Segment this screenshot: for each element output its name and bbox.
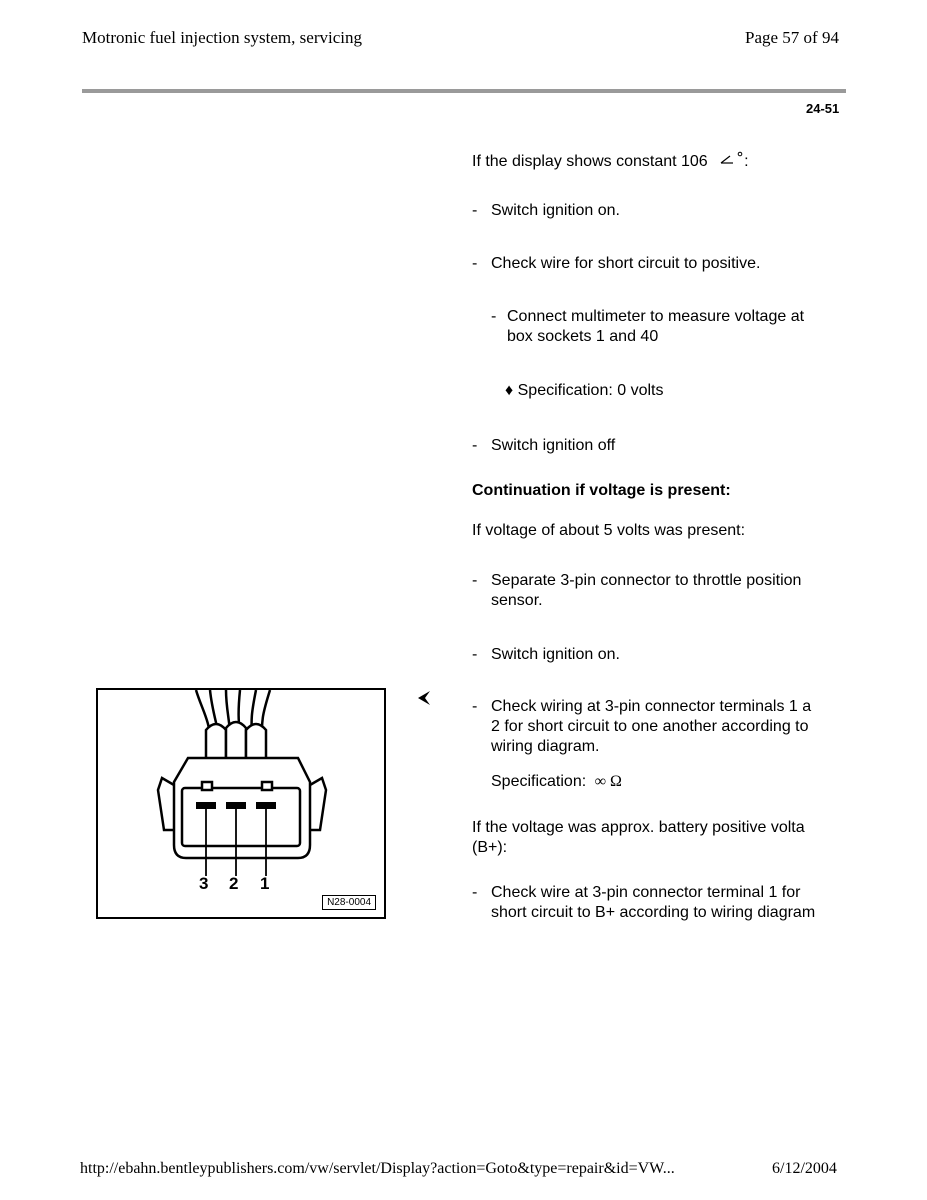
step-text-3: wiring diagram.	[491, 738, 600, 755]
substep-text-2: box sockets 1 and 40	[507, 328, 659, 345]
header-rule	[82, 89, 846, 93]
intro-line	[472, 151, 846, 172]
diamond-bullet-icon: ♦	[505, 382, 514, 399]
step-separate-connector: - Separate 3-pin connector to throttle position sensor.	[472, 572, 802, 609]
step-text-1: Check wire at 3-pin connector terminal 1 for	[491, 884, 801, 901]
footer-date: 6/12/2004	[772, 1160, 837, 1177]
step-text: Switch ignition on.	[491, 202, 620, 219]
step-text: Check wire for short circuit to positive.	[491, 255, 761, 272]
step-text: Switch ignition on.	[491, 646, 620, 663]
intro-suffix: :	[744, 153, 749, 170]
spec-zero-volts	[472, 381, 846, 401]
step-check-b-plus: - Check wire at 3-pin connector terminal 1 for short circuit to B+ according to wiring diagram	[472, 884, 816, 921]
figure-reference: N28-0004	[322, 895, 376, 910]
if-battery-text-1: If the voltage was approx. battery positive volta	[472, 819, 805, 836]
spec-infinity-ohm	[472, 772, 846, 792]
if-battery-text-2: (B+):	[472, 839, 508, 856]
pointer-arrow-icon	[415, 688, 433, 708]
if-5-volts: If voltage of about 5 volts was present:	[472, 522, 746, 539]
step-check-wiring: - Check wiring at 3-pin connector terminals 1 a 2 for short circuit to one another according to wiring diagram.	[472, 698, 812, 755]
step-check-short-positive: - Check wire for short circuit to positive.	[472, 255, 761, 272]
angle-degree-icon	[718, 151, 744, 167]
spec-label: Specification:	[491, 773, 587, 790]
spec-text: Specification: 0 volts	[517, 382, 664, 399]
step-text-2: short circuit to B+ according to wiring diagram	[491, 904, 816, 921]
substep-connect-multimeter: - Connect multimeter to measure voltage at box sockets 1 and 40	[491, 308, 805, 345]
step-text-2: 2 for short circuit to one another according to	[491, 718, 809, 735]
if-battery-voltage	[472, 818, 846, 858]
step-text: Switch ignition off	[491, 437, 616, 454]
step-ignition-on: - Switch ignition on.	[472, 202, 620, 219]
pin-label-2: 2	[229, 874, 239, 893]
spec-value: ∞ Ω	[594, 773, 622, 790]
pin-label-1: 1	[260, 874, 270, 893]
step-text-1: Separate 3-pin connector to throttle position	[491, 572, 802, 589]
step-ignition-on-2: - Switch ignition on.	[472, 646, 620, 663]
step-ignition-off: - Switch ignition off	[472, 437, 616, 454]
step-text-1: Check wiring at 3-pin connector terminals 1 a	[491, 698, 812, 715]
document-title: Motronic fuel injection system, servicing	[82, 28, 362, 47]
page-number: Page 57 of 94	[745, 28, 839, 47]
step-text-2: sensor.	[491, 592, 543, 609]
footer-url: http://ebahn.bentleypublishers.com/vw/servlet/Display?action=Goto&type=repair&id=VW...	[80, 1160, 675, 1177]
intro-text: If the display shows constant 106	[472, 153, 708, 170]
pin-label-3: 3	[199, 874, 209, 893]
connector-figure	[96, 688, 386, 919]
continuation-heading: Continuation if voltage is present:	[472, 482, 731, 499]
substep-text-1: Connect multimeter to measure voltage at	[507, 308, 805, 325]
three-pin-connector-illustration	[98, 690, 384, 917]
section-number: 24-51	[806, 101, 840, 116]
